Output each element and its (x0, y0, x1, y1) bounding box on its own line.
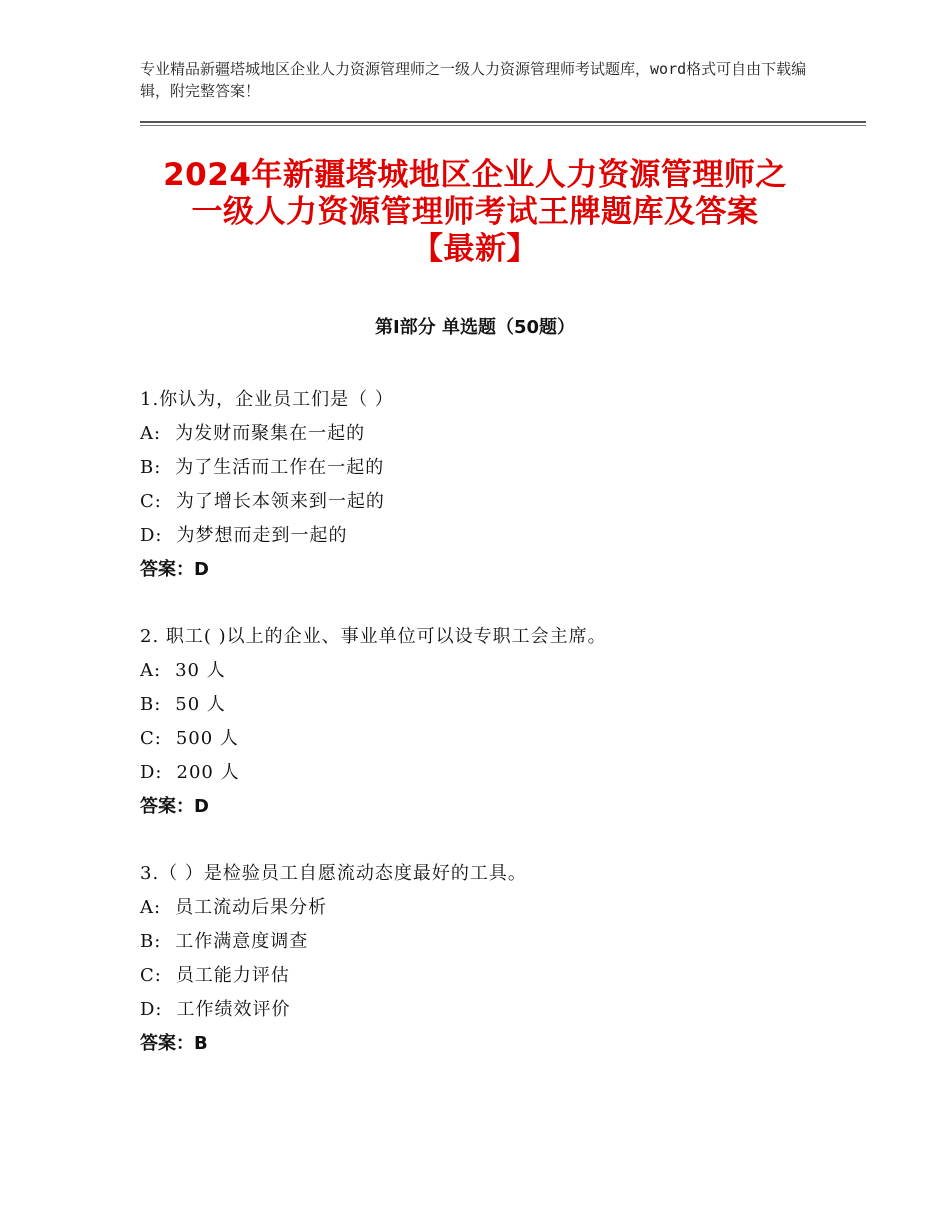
question-text: 1.你认为，企业员工们是（ ） (140, 389, 394, 410)
option-d (140, 756, 840, 790)
option-letter: B: (140, 931, 162, 952)
option-b (140, 451, 840, 485)
option-letter: D: (140, 525, 163, 546)
option-letter: A: (140, 660, 162, 681)
question-list (140, 383, 840, 1094)
header-divider-thick (140, 121, 866, 123)
answer-label: 答案：D (140, 559, 209, 580)
question-1 (140, 383, 840, 587)
option-text: 200 人 (176, 762, 240, 783)
option-text: 员工能力评估 (175, 965, 290, 986)
option-letter: B: (140, 457, 162, 478)
section-title: 第Ⅰ部分 单选题（50题） (374, 317, 575, 338)
document-title (100, 157, 850, 268)
option-c (140, 485, 840, 519)
option-letter: A: (140, 423, 162, 444)
option-letter: C: (140, 965, 162, 986)
option-b (140, 688, 840, 722)
option-letter: B: (140, 694, 162, 715)
question-3 (140, 857, 840, 1061)
option-d (140, 993, 840, 1027)
title-line-3: 【最新】 (412, 231, 538, 267)
option-text: 500 人 (175, 728, 239, 749)
header-note: 专业精品新疆塔城地区企业人力资源管理师之一级人力资源管理师考试题库，word格式可自由下载编辑，附完整答案！ (140, 60, 807, 100)
answer-label: 答案：D (140, 796, 209, 817)
option-letter: D: (140, 762, 163, 783)
option-d (140, 519, 840, 553)
question-text: 3.（ ）是检验员工自愿流动态度最好的工具。 (140, 863, 527, 884)
question-2 (140, 620, 840, 824)
answer-label: 答案：B (140, 1033, 208, 1054)
option-text: 工作绩效评价 (176, 999, 291, 1020)
option-letter: C: (140, 728, 162, 749)
option-text: 员工流动后果分析 (175, 897, 328, 918)
option-c (140, 722, 840, 756)
option-a (140, 654, 840, 688)
option-text: 为发财而聚集在一起的 (175, 423, 366, 444)
header-divider-thin (140, 125, 866, 126)
option-text: 为了生活而工作在一起的 (175, 457, 385, 478)
option-text: 工作满意度调查 (175, 931, 309, 952)
option-text: 50 人 (175, 694, 226, 715)
option-text: 为梦想而走到一起的 (176, 525, 348, 546)
option-letter: D: (140, 999, 163, 1020)
option-a (140, 891, 840, 925)
option-text: 30 人 (175, 660, 226, 681)
option-letter: A: (140, 897, 162, 918)
option-text: 为了增长本领来到一起的 (175, 491, 385, 512)
option-c (140, 959, 840, 993)
title-line-1: 2024年新疆塔城地区企业人力资源管理师之 (163, 157, 787, 193)
question-text: 2. 职工( )以上的企业、事业单位可以设专职工会主席。 (140, 626, 607, 647)
option-b (140, 925, 840, 959)
option-letter: C: (140, 491, 162, 512)
option-a (140, 417, 840, 451)
title-line-2: 一级人力资源管理师考试王牌题库及答案 (191, 194, 759, 230)
